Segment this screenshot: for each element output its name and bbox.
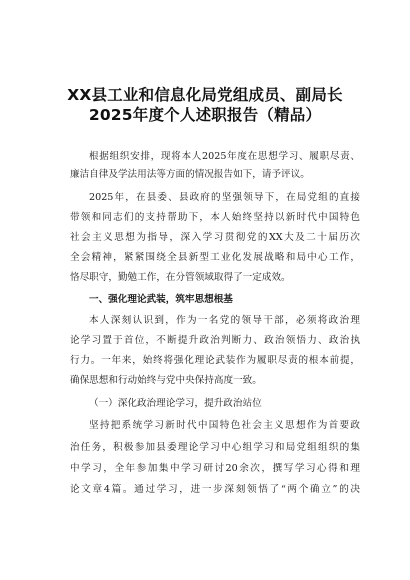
- body-line: 全会精神，紧紧围绕全县新型工业化发展战略和局中心工作，: [70, 252, 360, 263]
- body-line: 带领和同志们的支持帮助下，本人始终坚持以新时代中国特色: [70, 212, 360, 223]
- document-title-line-1: XX县工业和信息化局党组成员、副局长: [67, 86, 343, 104]
- body-line: 恪尽职守，勤勉工作，在分管领域取得了一定成效。: [70, 272, 291, 283]
- body-line: 治任务，积极参加县委理论学习中心组学习和局党组组织的集: [70, 442, 360, 453]
- body-line: 中学习，全年参加集中学习研讨20余次，撰写学习心得和理: [70, 463, 360, 474]
- subsection-heading: （一）深化政治理论学习，提升政治站位: [89, 398, 262, 409]
- body-line: 社会主义思想为指导，深入学习贯彻党的XX大及二十届历次: [70, 232, 360, 243]
- body-line: 根据组织安排，现将本人2025年度在思想学习、履职尽责、: [89, 151, 360, 162]
- body-line: 2025年，在县委、县政府的坚强领导下，在局党组的直接: [89, 192, 360, 203]
- body-line: 本人深刻认识到，作为一名党的领导干部，必须将政治理: [89, 315, 360, 326]
- body-line: 论学习置于首位，不断提升政治判断力、政治领悟力、政治执: [70, 335, 360, 346]
- body-line: 确保思想和行动始终与党中央保持高度一致。: [70, 375, 262, 386]
- body-line: 论文章4篇。通过学习，进一步深刻领悟了“两个确立”的决: [70, 484, 360, 495]
- document-title-line-2: 2025年度个人述职报告（精品）: [88, 106, 322, 124]
- body-line: 廉洁自律及学法用法等方面的情况报告如下，请予评议。: [70, 169, 310, 180]
- body-line: 坚持把系统学习新时代中国特色社会主义思想作为首要政: [89, 420, 360, 431]
- section-heading: 一、强化理论武装，筑牢思想根基: [89, 294, 233, 305]
- body-line: 行力。一年来，始终将强化理论武装作为履职尽责的根本前提，: [70, 355, 360, 366]
